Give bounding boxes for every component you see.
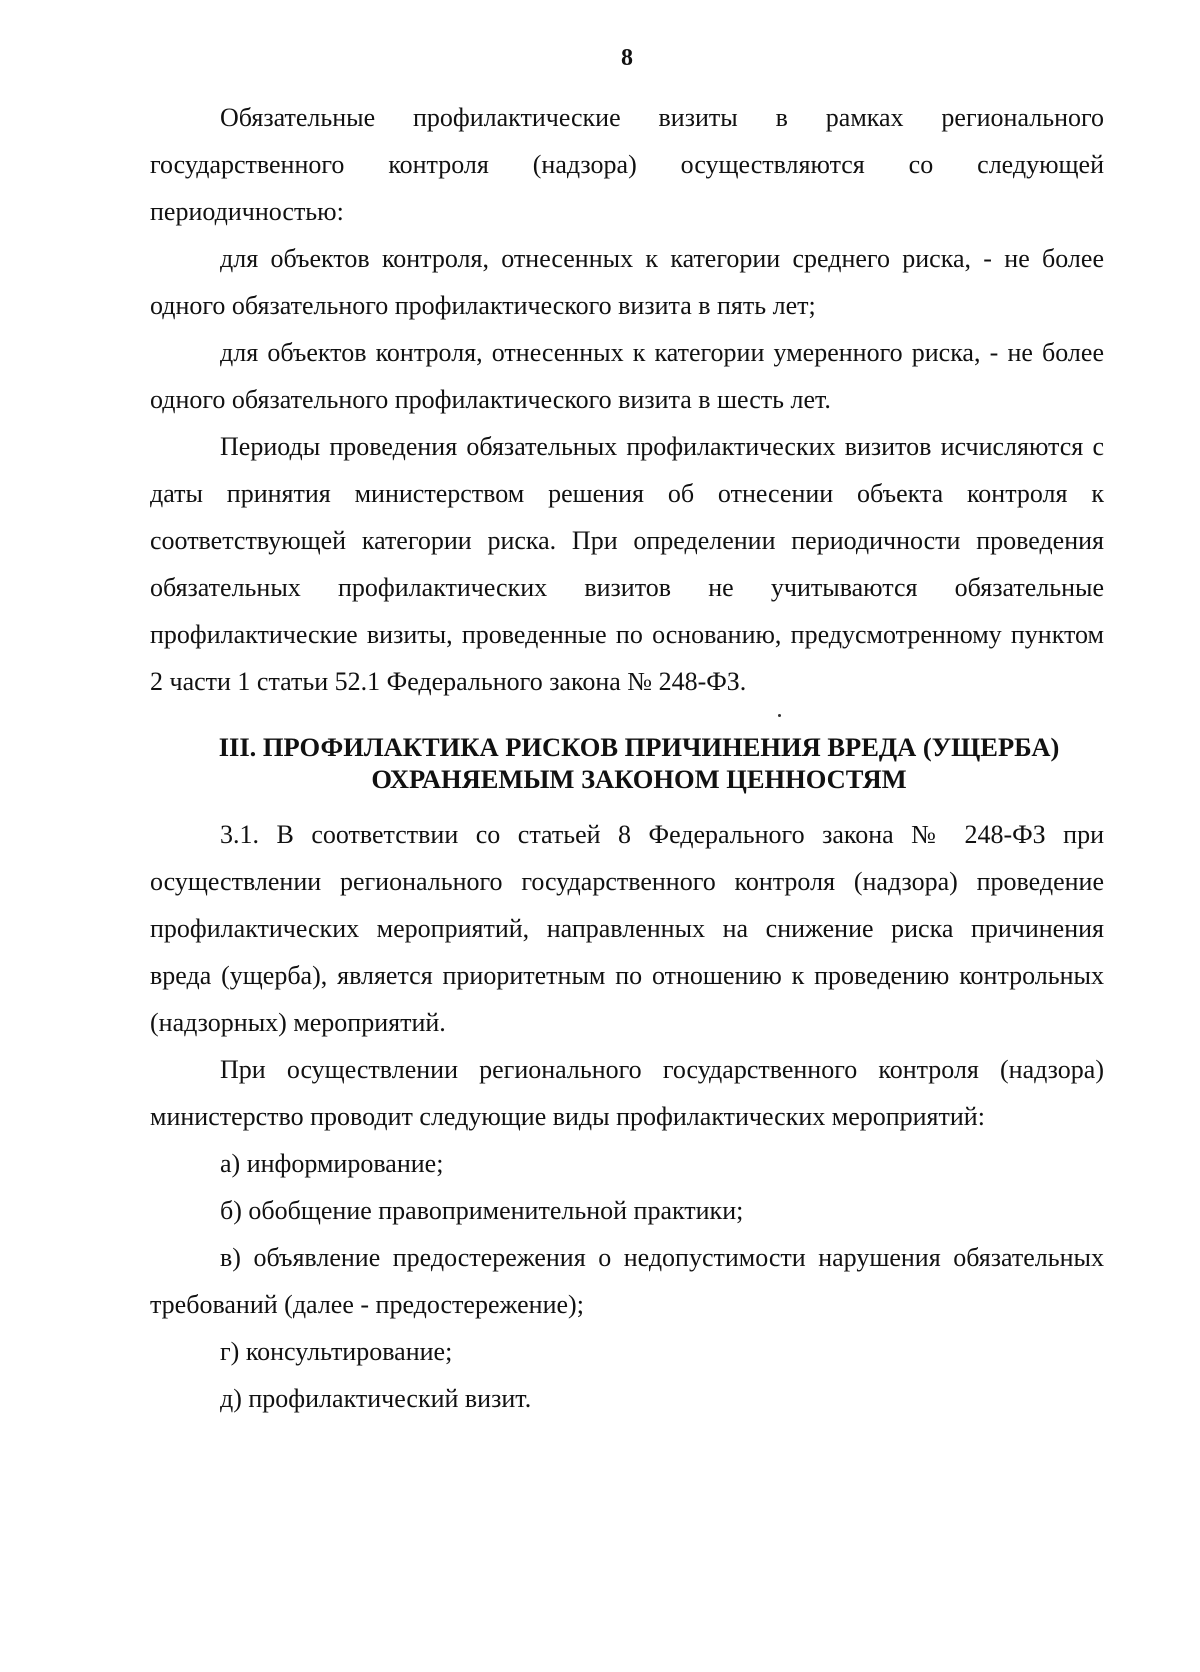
document-body <box>150 94 1104 1422</box>
section-heading-line-1: III. ПРОФИЛАКТИКА РИСКОВ ПРИЧИНЕНИЯ ВРЕДА (УЩЕРБА) <box>218 732 1060 762</box>
list-item-b: б) обобщение правоприменительной практики; <box>220 1196 744 1225</box>
list-item-d: д) профилактический визит. <box>220 1384 532 1413</box>
list-item-g: г) консультирование; <box>220 1337 453 1366</box>
page-number: 8 <box>621 45 633 71</box>
section-heading-line-2: ОХРАНЯЕМЫМ ЗАКОНОМ ЦЕННОСТЯМ <box>371 764 907 794</box>
paragraph-mandatory-visits: Обязательные профилактические визиты в рамках регионального государственного контроля (надзора) осуществляются со следующей периодичностью: <box>150 103 1104 226</box>
list-item-v: в) объявление предостережения о недопустимости нарушения обязательных требований (далее - предостережение); <box>150 1243 1104 1319</box>
paragraph-medium-risk: для объектов контроля, отнесенных к категории среднего риска, - не более одного обязательного профилактического визита в пять лет; <box>150 244 1104 320</box>
list-item-a: а) информирование; <box>220 1149 444 1178</box>
scan-speck <box>778 714 781 717</box>
document-page <box>150 0 1104 1672</box>
paragraph-visit-periods: Периоды проведения обязательных профилактических визитов исчисляются с даты принятия министерством решения об отнесении объекта контроля к соответствующей категории риска. При определении периодичности проведения обязательных профилактических визитов не учитываются обязательные профилактические визиты, проведенные по основанию, предусмотренному пунктом 2 части 1 статьи 52.1 Федерального закона № 248-ФЗ. <box>150 432 1104 696</box>
paragraph-3-1: 3.1. В соответствии со статьей 8 Федерального закона № 248-ФЗ при осуществлении регионального государственного контроля (надзора) проведение профилактических мероприятий, направленных на снижение риска причинения вреда (ущерба), является приоритетным по отношению к проведению контрольных (надзорных) мероприятий. <box>150 820 1104 1037</box>
paragraph-moderate-risk: для объектов контроля, отнесенных к категории умеренного риска, - не более одного обязательного профилактического визита в шесть лет. <box>150 338 1104 414</box>
paragraph-preventive-measures-intro: При осуществлении регионального государственного контроля (надзора) министерство проводит следующие виды профилактических мероприятий: <box>150 1055 1104 1131</box>
section-heading <box>150 731 1104 795</box>
